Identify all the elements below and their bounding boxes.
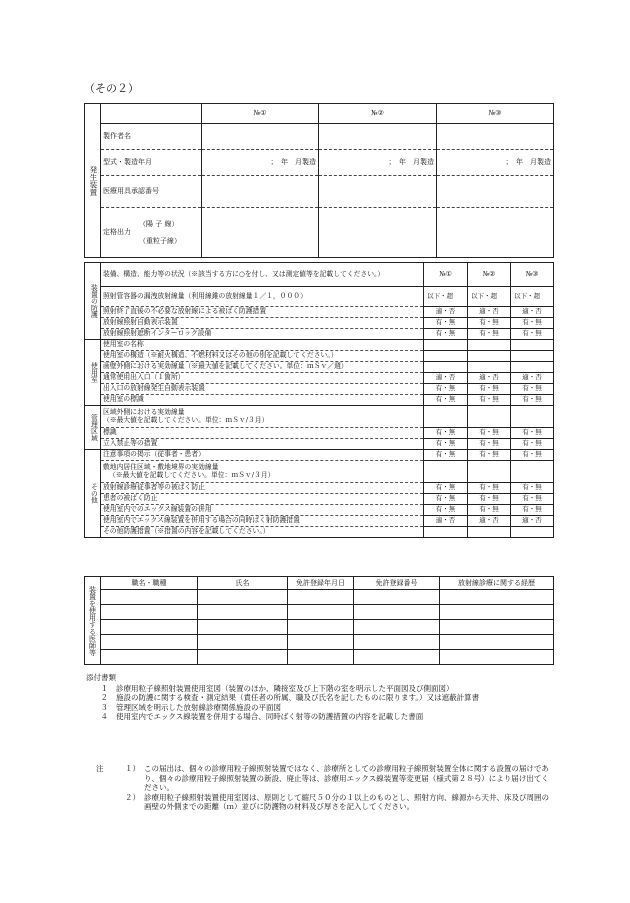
note-num: １） [125,764,140,773]
prot-section-label: 管理区域 [85,406,101,450]
prot-row-text: 放射線照射自動表示装置 [101,318,424,329]
doctor-cell[interactable] [440,650,554,665]
generator-table [84,103,554,258]
note-item [96,793,556,812]
prot-row-text: 出入口の放射線発生自動表示装置 [101,384,424,395]
prot-choice-cell[interactable]: 適・否 [424,516,468,527]
doctor-cell[interactable] [288,620,354,635]
prot-choice-cell[interactable]: 適・否 [511,373,554,384]
gen-col-header-3: №③ [437,104,554,124]
attachment-item [86,712,556,722]
prot-choice-cell[interactable]: 適・否 [511,307,554,318]
prot-choice-cell[interactable]: 有・無 [511,384,554,395]
prot-choice-cell[interactable]: 有・無 [424,505,468,516]
prot-choice-cell[interactable]: 有・無 [511,450,554,461]
doctor-cell[interactable] [198,605,288,620]
prot-choice-cell[interactable] [511,406,554,428]
gen-input-cell[interactable] [319,208,437,258]
output-proton-label: （陽 子 線） [139,220,179,229]
doctor-cell[interactable] [101,620,198,635]
attachment-num: １ [100,683,108,693]
doctor-cell[interactable] [354,620,440,635]
attachments-title: 添付書類 [86,673,116,682]
prot-row-text: 画壁外側における実効線量（※最大値を記載してください。単位：ｍＳｖ／週） [101,362,424,373]
prot-row-text: 注意事項の掲示（従事者・患者） [101,450,424,461]
prot-header-text: 装備、構造、能力等の状況（※該当する方に○を付し、又は測定値等を記載してください。） [101,263,424,287]
doctor-cell[interactable] [101,650,198,665]
gen-input-cell[interactable]: ； 年 月製造 [202,150,319,176]
prot-choice-cell[interactable] [511,362,554,373]
attachment-item [86,703,556,713]
doctor-cell[interactable] [198,650,288,665]
prot-choice-cell[interactable] [424,362,468,373]
note-num: ２） [125,792,140,802]
notes [96,764,556,812]
doctor-cell[interactable] [198,590,288,605]
prot-choice-cell[interactable] [511,340,554,351]
prot-row-text: 放射線診療従事者等の被ばく防止 [101,483,424,494]
protection-table [84,262,554,538]
prot-choice-cell[interactable]: 有・無 [468,329,511,340]
gen-row-label: 型式・製造年月 [101,150,202,176]
prot-section-label: 装置の防護 [85,263,101,340]
prot-choice-cell[interactable]: 有・無 [511,439,554,450]
prot-row-text-multi [101,406,424,428]
prot-choice-cell[interactable]: 有・無 [468,384,511,395]
doctor-cell[interactable] [288,635,354,650]
doctor-cell[interactable] [440,590,554,605]
prot-row-text: 患者の被ばく防止 [101,494,424,505]
prot-row-text: 標識 [101,428,424,439]
prot-choice-cell[interactable] [424,340,468,351]
doctor-cell[interactable] [354,605,440,620]
gen-input-cell[interactable] [437,208,554,258]
prot-choice-cell[interactable]: 有・無 [424,450,468,461]
prot-row-text: 立入禁止等の措置 [101,439,424,450]
attachment-item [86,693,556,703]
gen-input-cell[interactable] [437,124,554,150]
gen-col-header-2: №② [319,104,437,124]
prot-choice-cell[interactable]: 以下・超 [468,287,511,307]
prot-row-text: 照射終了直後の不必要な放射線による被ばく防護措置 [101,307,424,318]
output-heavy-label: （重粒子線） [139,236,181,245]
prot-row-text: 通常使用出入口（１箇所） [101,373,424,384]
doctors-header-name: 氏名 [198,577,288,590]
doctor-cell[interactable] [354,590,440,605]
prot-choice-cell[interactable]: 有・無 [468,318,511,329]
prot-choice-cell[interactable]: 以下・超 [511,287,554,307]
doctor-cell[interactable] [198,635,288,650]
prot-choice-cell[interactable] [511,527,554,538]
prot-choice-cell[interactable]: 有・無 [511,318,554,329]
prot-choice-cell[interactable]: 有・無 [511,395,554,406]
doctor-cell[interactable] [101,605,198,620]
prot-choice-cell[interactable]: 有・無 [424,395,468,406]
attachments [86,673,556,722]
doctor-cell[interactable] [288,590,354,605]
prot-choice-cell[interactable]: 以下・超 [424,287,468,307]
prot-choice-cell[interactable] [424,351,468,362]
gen-input-cell[interactable] [319,176,437,208]
prot-col-header-1: №① [424,263,468,287]
doctor-cell[interactable] [101,590,198,605]
prot-row-text: 使用室の標識 [101,395,424,406]
prot-choice-cell[interactable]: 有・無 [424,428,468,439]
prot-choice-cell[interactable]: 有・無 [511,483,554,494]
prot-choice-cell[interactable]: 有・無 [468,494,511,505]
attachment-text: 診療用粒子線照射装置使用室図（装置のほか、隣接室及び上下階の室を明示した平面図及び側面図） [116,683,454,693]
gen-input-cell[interactable] [202,208,319,258]
prot-col-header-2: №② [468,263,511,287]
prot-row-text: 使用室の名称 [101,340,424,351]
doctors-section-label: 装置を使用する医師等 [85,577,101,665]
prot-row-text: 照射管容器の漏洩放射線量（利用線錐の放射線量１／１，０００） [101,287,424,307]
prot-choice-cell[interactable] [511,351,554,362]
note-text: 診療用粒子線照射装置使用室図は、原則として縮尺５０分の１以上のものとし、照射方向、線源から天井、床及び周囲の画壁の外側までの距離（ｍ）並びに防護物の材料及び厚さを記入してください。 [144,792,549,812]
attachment-num: ３ [100,702,108,712]
prot-choice-cell[interactable]: 有・無 [424,384,468,395]
attachment-text: 使用室内でエックス線装置を併用する場合、同時ばく射等の防護措置の内容を記載した書面 [116,712,424,722]
attachment-item [86,684,556,694]
doctor-cell[interactable] [288,650,354,665]
doctor-cell[interactable] [354,635,440,650]
doctor-cell[interactable] [198,620,288,635]
prot-choice-cell[interactable]: 有・無 [511,329,554,340]
prot-choice-cell[interactable]: 有・無 [468,428,511,439]
prot-row-text: 敷地内居住区域・敷地境界の実効線量 [103,462,219,471]
prot-section-label: その他 [85,450,101,538]
attachment-text: 管理区域を明示した放射線診療関係施設の平面図 [116,702,281,712]
prot-choice-cell[interactable]: 適・否 [424,307,468,318]
prot-choice-cell[interactable] [511,461,554,483]
prot-section-label: 使用室 [85,340,101,406]
prot-choice-cell[interactable]: 有・無 [424,439,468,450]
prot-choice-cell[interactable]: 有・無 [424,494,468,505]
note-item [96,764,556,793]
notes-label: 注 [96,764,104,773]
gen-output-label-cell [101,208,202,258]
prot-choice-cell[interactable]: 有・無 [468,450,511,461]
prot-choice-cell[interactable] [468,362,511,373]
prot-choice-cell[interactable]: 有・無 [511,494,554,505]
gen-input-cell[interactable] [319,124,437,150]
prot-row-subtext: （※最大値を記載してください。単位：ｍＳｖ/３月） [103,415,269,424]
prot-row-text: 使用室の構造（※耐火構造、不燃材料又はその他の別を記載してください。） [101,351,424,362]
gen-input-cell[interactable]: ； 年 月製造 [319,150,437,176]
prot-choice-cell[interactable]: 適・否 [468,307,511,318]
page-heading: （その２） [84,82,139,95]
doctor-cell[interactable] [440,605,554,620]
gen-input-cell[interactable]: ； 年 月製造 [437,150,554,176]
prot-row-text: 放射線照射遮断インターロック設備 [101,329,424,340]
doctor-cell[interactable] [101,635,198,650]
doctors-header-license-date: 免許登録年月日 [288,577,354,590]
prot-row-text: 使用室内でエックス線装置を併用する場合の同時ばく射防護措置 [101,516,424,527]
note-text: この届出は、個々の診療用粒子線照射装置ではなく、診療所としての診療用粒子線照射装置全体に関する設置の届けであり、個々の診療用粒子線照射装置の新設、廃止等は、診療用エックス線装置等変更届（様式第２８号）により届け出てください。 [144,764,549,793]
prot-choice-cell[interactable]: 適・否 [468,373,511,384]
prot-choice-cell[interactable]: 適・否 [424,373,468,384]
doctors-header-title: 職名・職種 [101,577,198,590]
attachment-num: ２ [100,693,108,703]
prot-row-text: 区域外側における実効線量 [103,407,185,416]
doctor-cell[interactable] [288,605,354,620]
prot-choice-cell[interactable] [424,461,468,483]
prot-choice-cell[interactable] [468,527,511,538]
gen-input-cell[interactable] [202,124,319,150]
prot-row-text: 使用室内でのエックス線装置の併用 [101,505,424,516]
prot-choice-cell[interactable]: 有・無 [468,483,511,494]
prot-choice-cell[interactable]: 有・無 [468,505,511,516]
prot-choice-cell[interactable]: 有・無 [424,318,468,329]
prot-choice-cell[interactable] [468,406,511,428]
prot-choice-cell[interactable]: 有・無 [511,428,554,439]
prot-choice-cell[interactable] [468,351,511,362]
gen-row-label: 医療用具承認番号 [101,176,202,208]
gen-input-cell[interactable] [202,176,319,208]
prot-choice-cell[interactable]: 適・否 [511,516,554,527]
attachment-num: ４ [100,712,108,722]
output-label: 定格出力 [103,228,131,237]
prot-choice-cell[interactable]: 有・無 [424,483,468,494]
prot-choice-cell[interactable] [468,340,511,351]
gen-row-label: 製作者名 [101,124,202,150]
prot-choice-cell[interactable] [468,461,511,483]
prot-choice-cell[interactable] [424,406,468,428]
prot-choice-cell[interactable] [424,527,468,538]
attachment-text: 施設の防護に関する検査・測定結果（責任者の所属、職及び氏名を記したものに限ります。）又は遮蔽計算書 [116,693,480,703]
gen-input-cell[interactable] [437,176,554,208]
doctors-table [84,576,554,665]
prot-choice-cell[interactable]: 有・無 [424,329,468,340]
doctors-header-career: 放射線診療に関する経歴 [440,577,554,590]
prot-row-text-multi [101,461,424,483]
prot-row-subtext: （※最大値を記載してください。単位：ｍＳｖ/３月） [109,470,275,479]
prot-row-text: その他防護措置（※措置の内容を記載してください。） [101,527,424,538]
prot-col-header-3: №③ [511,263,554,287]
doctors-header-license-number: 免許登録番号 [354,577,440,590]
prot-choice-cell[interactable]: 有・無 [468,395,511,406]
gen-col-header-1: №① [202,104,319,124]
prot-choice-cell[interactable]: 有・無 [468,439,511,450]
prot-choice-cell[interactable]: 適・否 [468,516,511,527]
generator-section-label: 発生装置 [85,104,101,258]
prot-choice-cell[interactable]: 有・無 [511,505,554,516]
doctor-cell[interactable] [354,650,440,665]
doctor-cell[interactable] [440,635,554,650]
doctor-cell[interactable] [440,620,554,635]
